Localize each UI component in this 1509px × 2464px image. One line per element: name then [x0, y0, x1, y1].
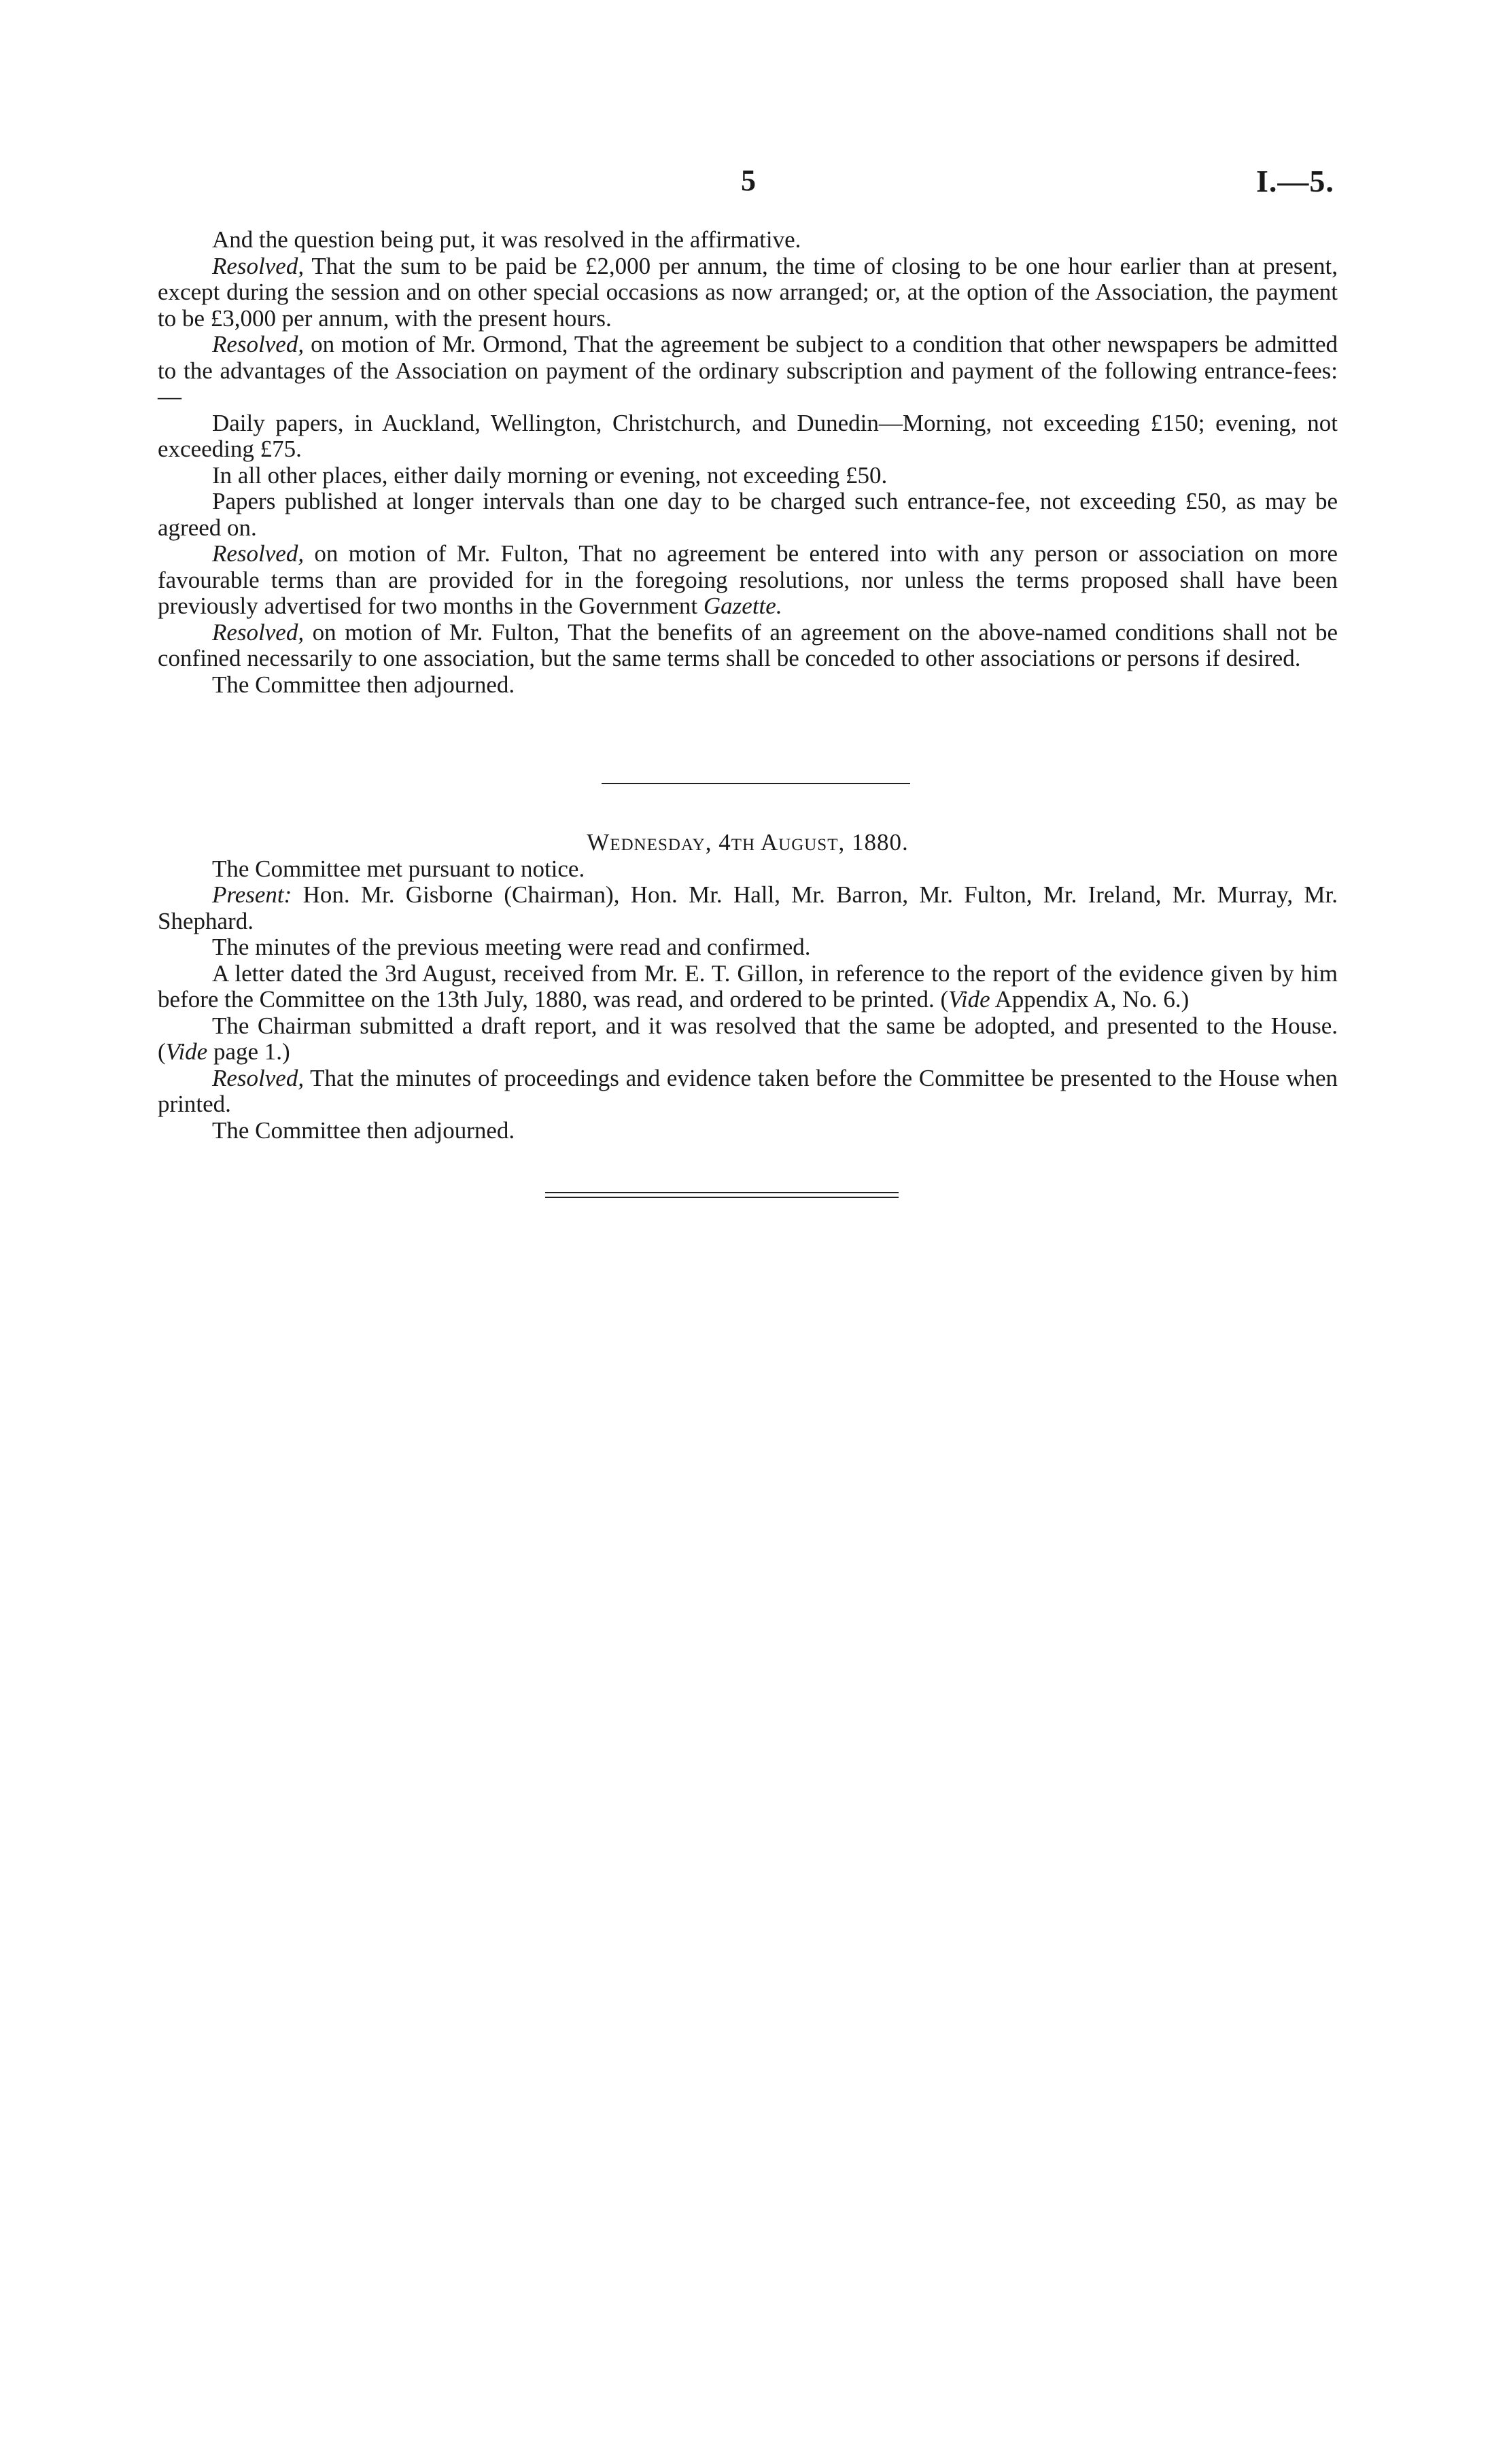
- paragraph-minutes-confirmed: The minutes of the previous meeting were read and confirmed.: [212, 934, 811, 960]
- end-double-rule: [545, 1192, 899, 1198]
- paragraph-resolution-fulton-2: Resolved, on motion of Mr. Fulton, That the benefits of an agreement on the above-named conditions shall not be confined necessarily to one association, but the same terms shall be conceded to other associations or persons if desired.: [158, 618, 1338, 671]
- paragraph-resolution-ormond: Resolved, on motion of Mr. Ormond, That the agreement be subject to a condition that other newspapers be admitted to the advantages of the Association on payment of the ordinary subscription and payment of the following entrance-fees:—: [158, 331, 1338, 410]
- paragraph-longer-intervals: Papers published at longer intervals than one day to be charged such entrance-fee, not exceeding £50, as may be agreed on.: [158, 488, 1338, 541]
- paragraph-draft-report: The Chairman submitted a draft report, and it was resolved that the same be adopted, and presented to the House. (Vide page 1.): [158, 1012, 1338, 1065]
- paragraph-adjourned-1: The Committee then adjourned.: [212, 671, 515, 698]
- document-reference: I.—5.: [1256, 164, 1334, 198]
- minutes-section-first: [158, 227, 1338, 698]
- paragraph-met-pursuant: The Committee met pursuant to notice.: [212, 855, 585, 882]
- paragraph-present-members: Present: Hon. Mr. Gisborne (Chairman), Hon. Mr. Hall, Mr. Barron, Mr. Fulton, Mr. Ireland, Mr. Murray, Mr. Shephard.: [158, 881, 1338, 934]
- paragraph-resolution-printed: Resolved, That the minutes of proceedings and evidence taken before the Committee be presented to the House when printed.: [158, 1064, 1338, 1117]
- minutes-section-second: [158, 830, 1338, 1144]
- page-number: 5: [741, 164, 756, 197]
- paragraph-daily-papers: Daily papers, in Auckland, Wellington, Christchurch, and Dunedin—Morning, not exceeding £150; evening, not exceeding £75.: [158, 409, 1338, 462]
- paragraph-resolution-fulton-1: Resolved, on motion of Mr. Fulton, That no agreement be entered into with any person or association on more favourable terms than are provided for in the foregoing resolutions, nor unless the terms proposed shall have been previously advertised for two months in the Government Gazette.: [158, 540, 1338, 619]
- paragraph-gillon-letter: A letter dated the 3rd August, received from Mr. E. T. Gillon, in reference to the report of the evidence given by him before the Committee on the 13th July, 1880, was read, and ordered to be printed. (Vide Appendix A, No. 6.): [158, 960, 1338, 1013]
- paragraph-affirmative: And the question being put, it was resolved in the affirmative.: [212, 226, 801, 253]
- paragraph-adjourned-2: The Committee then adjourned.: [212, 1116, 515, 1144]
- page-header: [0, 163, 1509, 204]
- section-divider: [602, 783, 910, 784]
- meeting-date-heading: Wednesday, 4th August, 1880.: [587, 829, 909, 856]
- paragraph-resolution-sum: Resolved, That the sum to be paid be £2,000 per annum, the time of closing to be one hour earlier than at present, except during the session and on other special occasions as now arranged; or, at the option of the Association, the payment to be £3,000 per annum, with the present hours.: [158, 252, 1338, 332]
- paragraph-other-places: In all other places, either daily morning or evening, not exceeding £50.: [212, 461, 888, 489]
